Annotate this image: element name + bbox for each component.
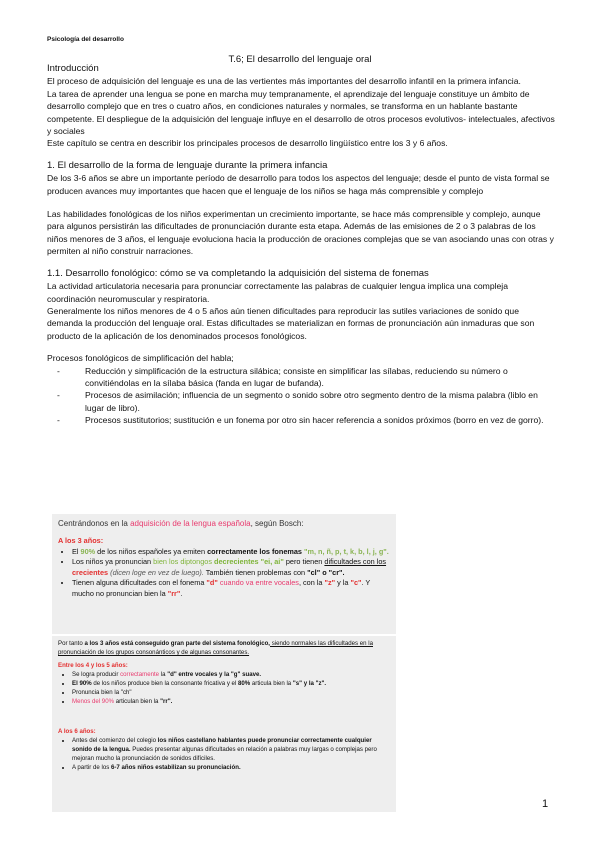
- highlight: cuando va entre vocales: [217, 578, 299, 588]
- bold-text: "cl" o "cr".: [307, 567, 345, 577]
- highlight: "m, n, ñ, p, t, k, b, l, j, g".: [302, 546, 389, 556]
- text: , con la: [298, 578, 325, 588]
- page-number: 1: [542, 798, 549, 810]
- list-item: [72, 737, 392, 764]
- section-1-paragraph-2: Las habilidades fonológicas de los niños experimentan un crecimiento importante, se hace más comprensible y complejo, aunque para algunos persistirán las dificultades de pronunciación durante esta etapa. Además de las emisiones de 2 o 3 palabras de los niños menores de 3 años, el lenguaje evoluciona hacia la producción de oraciones complejas que se van asociando unas con otras y permiten al niño construir narraciones.: [47, 209, 554, 257]
- text: siendo normales las dificultades en la pronunciación de los grupos consonánticos y de algunas consonantes.: [58, 640, 373, 656]
- text: la: [159, 670, 168, 678]
- section-1-1-paragraph-2: Generalmente los niños menores de 4 o 5 años aún tienen dificultades para reproducir las sutiles variaciones de sonido que demanda la producción del lenguaje oral. Estas dificultades se materializan en formas de pronunciación aún inmaduras que son producto de la aplicación de los denominados procesos fonológicos.: [47, 305, 535, 341]
- bold-text: 80%: [238, 679, 251, 687]
- list-item: [72, 578, 392, 599]
- highlight: "ei, ai": [258, 557, 284, 567]
- highlight: 90%: [80, 546, 96, 556]
- bold-text: El 90%: [72, 679, 92, 687]
- intro-paragraph-3: Este capítulo se centra en describir los principales procesos de desarrollo lingüístico entre los 3 y 6 años.: [47, 138, 448, 149]
- age-6-list: [58, 737, 392, 773]
- box-intro-text: , según Bosch:: [250, 519, 304, 528]
- text: Se logra producir: [72, 670, 121, 678]
- chapter-title: T.6; El desarrollo del lenguaje oral: [228, 54, 372, 65]
- highlight: "c": [350, 578, 362, 588]
- procesos-heading: Procesos fonológicos de simplificación del habla;: [47, 353, 234, 364]
- highlight: correctamente: [120, 670, 160, 678]
- bold-text: "d" entre vocales y la "g" suave.: [167, 670, 262, 678]
- text: El: [72, 546, 81, 556]
- age-4-5-section: [58, 662, 392, 707]
- highlight: "rr": [167, 588, 181, 598]
- text: de los niños españoles ya emiten: [95, 546, 208, 556]
- bold-text: correctamente los fonemas: [207, 546, 302, 556]
- highlight: "z": [324, 578, 336, 588]
- list-item: [72, 547, 392, 558]
- text: dificultades con los: [324, 557, 387, 567]
- list-item: - Procesos sustitutorios; sustitución e un fonema por otro sin hacer referencia a sonidos próximos (borro en vez de gorro).: [85, 414, 555, 426]
- highlight: "d": [206, 578, 218, 588]
- age-6-section: [58, 728, 392, 773]
- section-1-paragraph-1: De los 3-6 años se abre un importante período de desarrollo para todos los aspectos del lenguaje; desde el punto de vista formal se producen avances muy importantes que hacen que el lenguaje de los niños se haga más comprensible y complejo: [47, 173, 550, 196]
- box-intro: [58, 519, 304, 530]
- bosch-summary-box: [52, 514, 396, 634]
- text: A partir de los: [72, 763, 111, 771]
- running-header: Psicología del desarrollo: [47, 36, 124, 43]
- box2-intro: [58, 640, 392, 658]
- age-heading: Entre los 4 y los 5 años:: [58, 662, 128, 669]
- bold-text: los niños castellano hablantes puede pronunciar correctamente cualquier sonido de la lengua.: [72, 736, 372, 753]
- text: Los niños ya pronuncian: [72, 557, 154, 567]
- age-heading: A los 3 años:: [58, 536, 104, 545]
- list-item: • Pronuncia bien la "ch": [72, 689, 392, 698]
- age-heading: A los 6 años:: [58, 728, 96, 735]
- procesos-list: [47, 365, 555, 427]
- box-intro-text: Centrándonos en la: [58, 519, 131, 528]
- text: También tienen problemas con: [203, 567, 308, 577]
- highlight: Menos del 90%: [72, 697, 115, 705]
- text: Por tanto: [58, 640, 85, 647]
- section-1-1-heading: 1.1. Desarrollo fonológico: cómo se va completando la adquisición del sistema de fonemas: [47, 267, 429, 279]
- text: Puedes presentar algunas dificultades en relación a palabras muy largas o complejas pero mejoran mucho la pronunciación de sonidos difíciles.: [72, 745, 377, 762]
- section-1-heading: 1. El desarrollo de la forma de lenguaje durante la primera infancia: [47, 159, 328, 171]
- age-3-list: [58, 547, 392, 600]
- text: (dicen loge en vez de luego).: [108, 567, 204, 577]
- intro-paragraph-1: El proceso de adquisición del lenguaje es una de las vertientes más importantes del desarrollo infantil en la primera infancia.: [47, 76, 521, 87]
- highlight: crecientes: [72, 567, 109, 577]
- age-3-section: [58, 536, 392, 600]
- intro-heading: Introducción: [47, 63, 99, 74]
- text: articulan bien la: [114, 697, 161, 705]
- phonology-progress-box: [52, 636, 396, 812]
- text: articula bien la: [250, 679, 293, 687]
- list-item: - Procesos de asimilación; influencia de un segmento o sonido sobre otro segmento dentro de la misma palabra (liblo en lugar de libro).: [85, 389, 555, 414]
- document-body: [47, 63, 555, 427]
- text: de los niños produce bien la consonante fricativa y el: [91, 679, 238, 687]
- list-item: [72, 698, 392, 707]
- text: . Y mucho no pronuncian bien la: [72, 578, 371, 598]
- text: Tienen alguna dificultades con el fonema: [72, 578, 207, 588]
- highlight: decrecientes: [214, 557, 259, 567]
- list-item: - Reducción y simplificación de la estructura silábica; consiste en simplificar las sílabas, reduciendo su número o convitiéndolas en la sílaba básica (fanda en lugar de bufanda).: [85, 365, 555, 390]
- highlight: bien los diptongos: [153, 557, 214, 567]
- age-4-5-list: [58, 671, 392, 707]
- list-item: [72, 680, 392, 689]
- bold-text: "s" y la "z".: [292, 679, 327, 687]
- bold-text: a los 3 años está conseguido gran parte del sistema fonológico,: [84, 640, 271, 647]
- text: pero tienen: [283, 557, 325, 567]
- list-item: [72, 557, 392, 578]
- text: .: [180, 588, 183, 598]
- bold-text: 6-7 años niños estabilizan su pronunciación.: [110, 763, 241, 771]
- text: Antes del comienzo del colegio: [72, 736, 158, 744]
- intro-paragraph-2: La tarea de aprender una lengua se pone en marcha muy tempranamente, el aprendizaje del lenguaje constituye un ámbito de desarrollo complejo que en tres o cuatro años, en condiciones naturales y normales, se transforma en un hablante bastante competente. El despliegue de la adquisición del lenguaje influye en el desarrollo de otros procesos evolutivos- intelectuales, afectivos y sociales: [47, 88, 555, 137]
- text: y la: [335, 578, 351, 588]
- box-intro-highlight: adquisición de la lengua española: [130, 519, 251, 528]
- section-1-1-paragraph-1: La actividad articulatoria necesaria para pronunciar correctamente las palabras de cualquier lengua implica una compleja coordinación neuromuscular y respiratoria.: [47, 281, 508, 304]
- bold-text: "rr".: [160, 697, 173, 705]
- list-item: [72, 671, 392, 680]
- list-item: [72, 764, 392, 773]
